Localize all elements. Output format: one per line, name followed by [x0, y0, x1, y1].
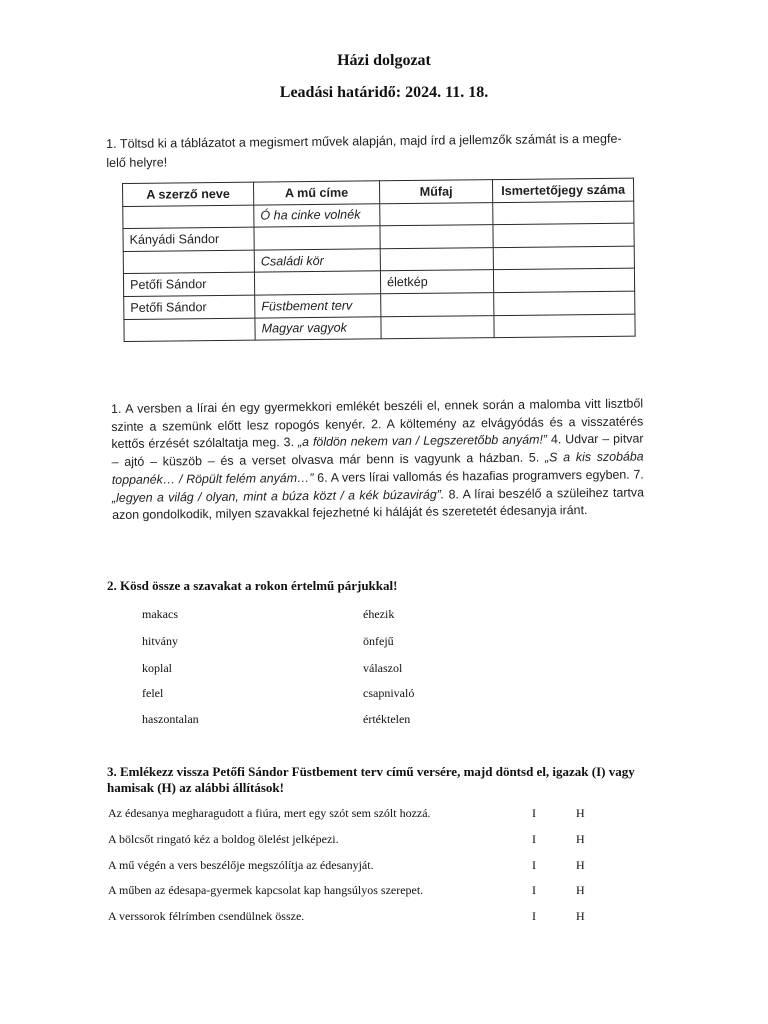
table-cell-feature[interactable] — [493, 269, 634, 293]
false-option[interactable]: H — [576, 909, 585, 923]
task1-prompt-line2: lelő helyre! — [106, 155, 168, 170]
page-title: Házi dolgozat — [337, 52, 431, 69]
statement: A bölcsőt ringató kéz a boldog ölelést jelképezi. — [108, 832, 339, 846]
table-cell-feature[interactable] — [493, 246, 634, 270]
false-option[interactable]: H — [576, 806, 585, 820]
table-cell-title[interactable] — [254, 271, 380, 295]
header-title: A mű címe — [253, 181, 379, 205]
statement: Az édesanya megharagudott a fiúra, mert egy szót sem szólt hozzá. — [108, 806, 431, 820]
characteristics-text: 1. A versben a lírai én egy gyermekkori emlékét beszéli el, ennek során a malomba vitt lisztből szinte a szemünk előtt lesz ropogós kenyér. 2. A költemény az elvágyódás és a visszatérés kettős érzését szólaltatja meg. 3. — [111, 396, 644, 452]
table-cell-author[interactable] — [123, 250, 254, 274]
table-cell-feature[interactable] — [494, 291, 635, 315]
works-table — [122, 178, 636, 343]
true-option[interactable]: I — [532, 883, 536, 897]
quote: „S a kis szobába toppanék… / Röpült felém anyám…” — [111, 449, 644, 487]
word-left: koplal — [142, 661, 172, 675]
true-option[interactable]: I — [532, 909, 536, 923]
table-cell-genre[interactable] — [380, 247, 493, 271]
word-right: értéktelen — [363, 712, 411, 726]
table-cell-feature[interactable] — [494, 314, 635, 338]
word-left: felel — [142, 686, 164, 700]
word-right: csapnivaló — [363, 686, 415, 700]
task1-prompt — [106, 129, 646, 173]
table-row — [124, 314, 635, 342]
characteristics-text: 8. A lírai beszélő a szüleihez tartva azon gondolkodik, milyen szavakkal fejezhetné ki háláját és szeretetét édesanyja iránt. — [112, 484, 645, 523]
false-option[interactable]: H — [576, 858, 585, 872]
table-cell-title: Családi kör — [254, 249, 380, 273]
word-left: hitvány — [142, 634, 178, 648]
table-cell-feature[interactable] — [493, 223, 634, 247]
table-cell-author: Petőfi Sándor — [124, 295, 255, 319]
table-cell-author: Kányádi Sándor — [123, 227, 254, 251]
quote: „legyen a világ / olyan, mint a búza közt / a kék búzavirág”. — [111, 487, 445, 505]
statement: A mű végén a vers beszélője megszólítja az édesanyját. — [108, 858, 374, 872]
task3-prompt: 3. Emlékezz vissza Petőfi Sándor Füstbement terv című versére, majd döntsd el, igazak (I) vagy hamisak (H) az alábbi állítások! — [107, 764, 635, 795]
task2-prompt: 2. Kösd össze a szavakat a rokon értelmű párjukkal! — [107, 578, 398, 593]
word-right: önfejű — [363, 634, 394, 648]
characteristics-text: 6. A vers lírai vallomás és hazafias programvers egyben. 7. — [313, 467, 644, 485]
word-right: éhezik — [363, 607, 395, 621]
table-cell-title: Füstbement terv — [255, 294, 381, 318]
table-cell-genre[interactable] — [381, 315, 494, 339]
statement: A műben az édesapa-gyermek kapcsolat kap hangsúlyos szerepet. — [108, 883, 424, 897]
table-cell-feature[interactable] — [493, 201, 634, 225]
task1-prompt-line1: 1. Töltsd ki a táblázatot a megismert művek alapján, majd írd a jellemzők számát is a megfe- — [106, 131, 622, 151]
true-option[interactable]: I — [532, 832, 536, 846]
table-cell-author[interactable] — [123, 205, 254, 229]
header-genre: Műfaj — [379, 180, 492, 204]
table-cell-title[interactable] — [254, 226, 380, 250]
deadline: Leadási határidő: 2024. 11. 18. — [279, 84, 489, 101]
table-cell-title: Magyar vagyok — [255, 316, 381, 340]
characteristics-paragraph — [111, 395, 644, 524]
table-cell-author: Petőfi Sándor — [123, 272, 254, 296]
table-cell-genre[interactable] — [381, 293, 494, 317]
table-cell-genre: életkép — [380, 270, 493, 294]
true-option[interactable]: I — [532, 806, 536, 820]
characteristics-text: 4. Udvar – pitvar – ajtó – küszöb – és a verset olvasva már benn is vagyunk a házban. 5. — [111, 431, 644, 470]
statement: A verssorok félrímben csendülnek össze. — [108, 909, 305, 923]
false-option[interactable]: H — [576, 883, 585, 897]
word-left: haszontalan — [142, 712, 199, 726]
true-option[interactable]: I — [532, 858, 536, 872]
table-cell-genre[interactable] — [380, 202, 493, 226]
header-author: A szerző neve — [123, 182, 254, 206]
table-cell-title: Ó ha cinke volnék — [254, 203, 380, 227]
quote: „a földön nekem van / Legszeretőbb anyám!” — [297, 432, 548, 450]
table-cell-author[interactable] — [124, 318, 255, 342]
table-cell-genre[interactable] — [380, 225, 493, 249]
word-left: makacs — [142, 607, 178, 621]
header-feature-number: Ismertetőjegy száma — [492, 178, 633, 202]
word-right: válaszol — [363, 661, 403, 675]
false-option[interactable]: H — [576, 832, 585, 846]
